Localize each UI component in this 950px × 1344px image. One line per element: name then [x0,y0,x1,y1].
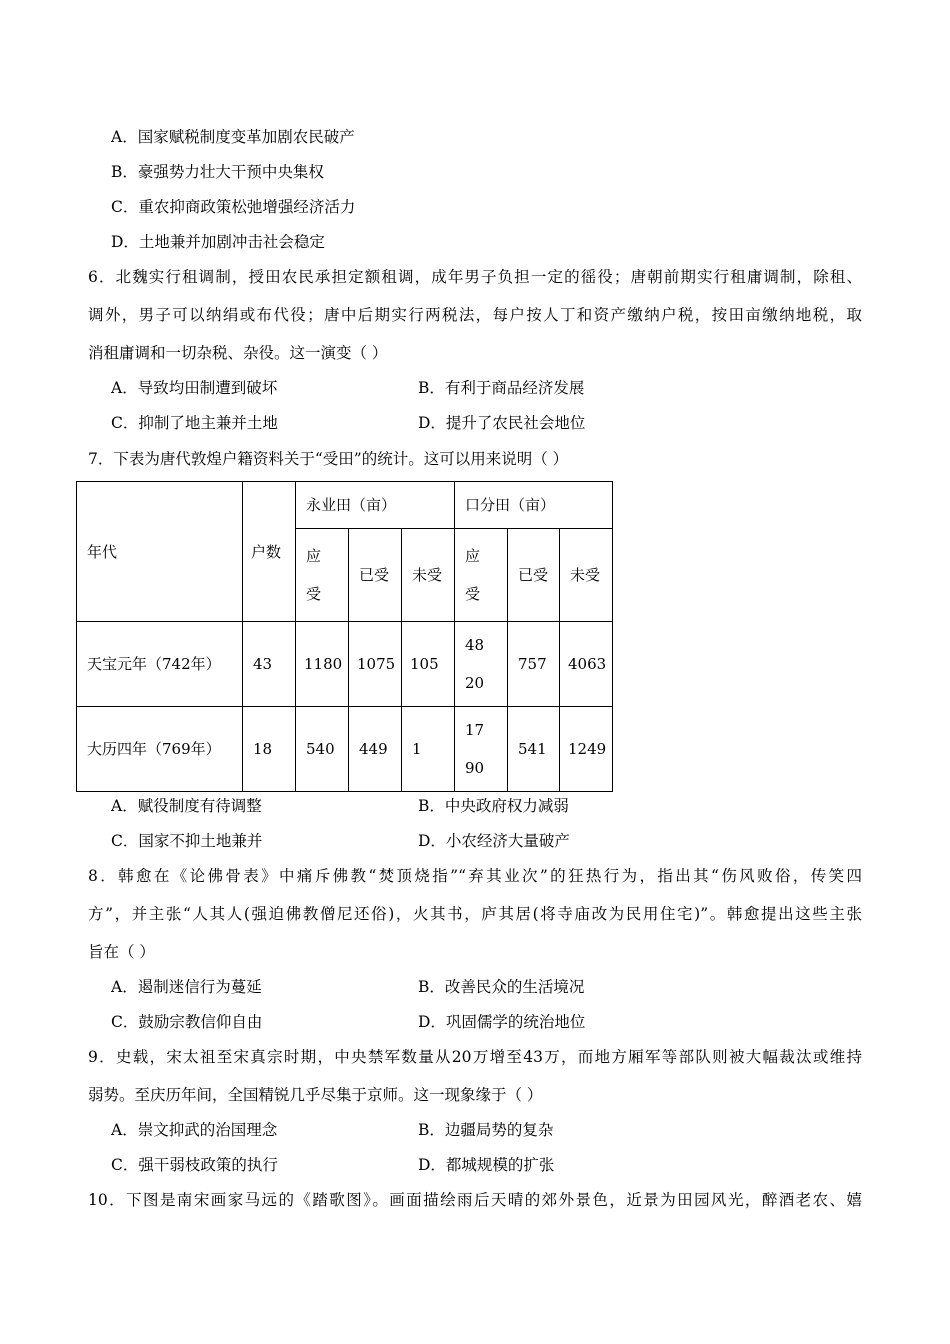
q8-option-a: A．遏制迷信行为蔓延 [111,978,262,996]
header-yongye-due: 应受 [296,529,349,622]
cell-year: 大历四年（769年） [77,707,243,792]
q6-stem-line: 调外，男子可以纳绢或布代役；唐中后期实行两税法，每户按人丁和资产缴纳户税，按田亩缴纳地税，取 [88,306,862,324]
q9-option-b: B．边疆局势的复杂 [418,1121,554,1139]
q7-option-b: B．中央政府权力减弱 [418,797,569,815]
cell-koufen-due: 4820 [455,622,508,707]
cell-households: 18 [243,707,296,792]
q5-option-b: B．豪强势力壮大干预中央集权 [111,163,324,181]
header-yongye-not: 未受 [402,529,455,622]
cell-yongye-received: 449 [349,707,402,792]
q5-option-d: D．土地兼并加剧冲击社会稳定 [111,233,325,251]
cell-yongye-not: 105 [402,622,455,707]
cell-year: 天宝元年（742年） [77,622,243,707]
q8-option-b: B．改善民众的生活境况 [418,978,585,996]
cell-yongye-due: 540 [296,707,349,792]
cell-koufen-due: 1790 [455,707,508,792]
q9-option-a: A．崇文抑武的治国理念 [111,1121,278,1139]
q9-stem-line: 弱势。至庆历年间，全国精锐几乎尽集于京师。这一现象缘于（ ） [88,1086,543,1104]
q10-stem-line: 10．下图是南宋画家马远的《踏歌图》。画面描绘雨后天晴的郊外景色，近景为田园风光，醉酒老农、嬉 [88,1191,862,1209]
q8-option-c: C．鼓励宗教信仰自由 [111,1013,263,1031]
q9-stem [88,1047,862,1123]
table-row [77,622,613,707]
cell-koufen-received: 541 [508,707,560,792]
q6-stem [88,267,862,381]
cell-households: 43 [243,622,296,707]
cell-koufen-not: 4063 [560,622,613,707]
q6-stem-line: 消租庸调和一切杂税、杂役。这一演变（ ） [88,344,388,362]
q9-option-c: C．强干弱枝政策的执行 [111,1156,278,1174]
header-yongye-field: 永业田（亩） [296,482,455,529]
q6-stem-line: 6．北魏实行租调制，授田农民承担定额租调，成年男子负担一定的徭役；唐朝前期实行租庸调制，除租、 [88,268,862,286]
header-year: 年代 [77,482,243,622]
q9-option-d: D．都城规模的扩张 [418,1156,555,1174]
q6-option-c: C．抑制了地主兼并土地 [111,414,278,432]
q6-option-a: A．导致均田制遭到破坏 [111,379,278,397]
header-koufen-received: 已受 [508,529,560,622]
cell-koufen-not: 1249 [560,707,613,792]
q8-stem-line: 方”，并主张“人其人(强迫佛教僧尼还俗)，火其书，庐其居(将寺庙改为民用住宅)”。韩愈提出这些主张 [88,905,862,923]
q7-stem: 7．下表为唐代敦煌户籍资料关于“受田”的统计。这可以用来说明（ ） [88,450,569,468]
cell-yongye-not: 1 [402,707,455,792]
header-yongye-received: 已受 [349,529,402,622]
q10-stem [88,1190,862,1228]
cell-yongye-due: 1180 [296,622,349,707]
q7-option-c: C．国家不抑土地兼并 [111,832,263,850]
q8-stem-line: 8．韩愈在《论佛骨表》中痛斥佛教“焚顶烧指”“弃其业次”的狂热行为，指出其“伤风败俗，传笑四 [88,867,862,885]
cell-yongye-received: 1075 [349,622,402,707]
q6-option-b: B．有利于商品经济发展 [418,379,585,397]
q8-option-d: D．巩固儒学的统治地位 [418,1013,586,1031]
q8-stem-line: 旨在（ ） [88,943,155,961]
land-grant-table [76,481,613,792]
q7-option-a: A．赋役制度有待调整 [111,797,262,815]
q8-stem [88,866,862,980]
table-row [77,707,613,792]
header-households: 户数 [243,482,296,622]
q6-option-d: D．提升了农民社会地位 [418,414,586,432]
header-koufen-not: 未受 [560,529,613,622]
header-koufen-due: 应受 [455,529,508,622]
q9-stem-line: 9．史载，宋太祖至宋真宗时期，中央禁军数量从20万增至43万，而地方厢军等部队则被大幅裁汰或维持 [88,1048,862,1066]
q5-option-c: C．重农抑商政策松弛增强经济活力 [111,198,356,216]
header-koufen-field: 口分田（亩） [455,482,613,529]
q7-option-d: D．小农经济大量破产 [418,832,570,850]
q5-option-a: A．国家赋税制度变革加剧农民破产 [111,128,355,146]
cell-koufen-received: 757 [508,622,560,707]
